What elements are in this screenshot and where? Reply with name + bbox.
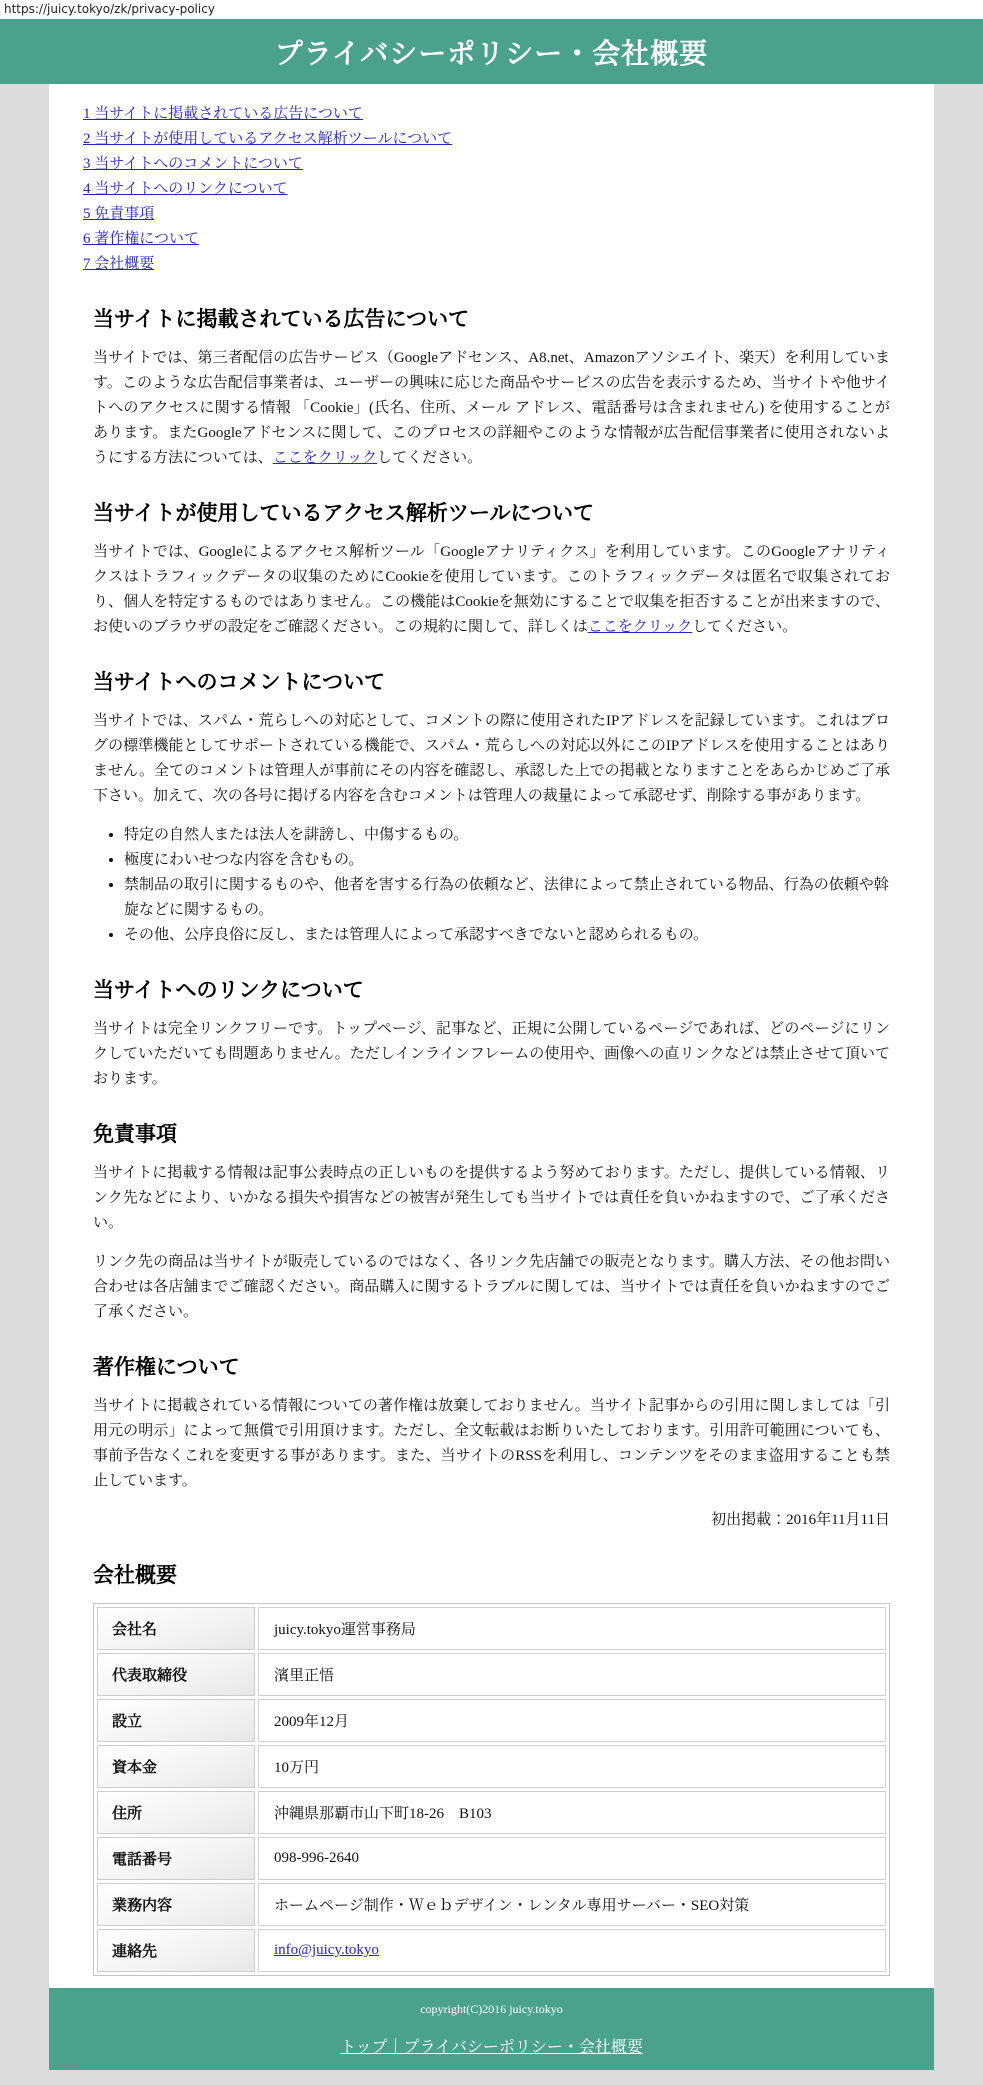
site-header (0, 19, 983, 84)
table-row (97, 1653, 886, 1696)
toc-link-ads[interactable]: 1 当サイトに掲載されている広告について (83, 106, 363, 122)
footer-nav-link[interactable]: トップ｜プライバシーポリシー・会社概要 (340, 2039, 643, 2056)
comment-rule-item: • その他、公序良俗に反し、または管理人によって承認すべきでないと認められるもの。 (124, 923, 890, 948)
section-links (93, 974, 890, 1092)
company-phone-value: 098-996-2640 (258, 1837, 886, 1880)
analytics-terms-link[interactable]: ここをクリック (587, 619, 693, 635)
table-row (97, 1607, 886, 1650)
company-address-value: 沖縄県那覇市山下町18-26 B103 (258, 1791, 886, 1834)
comment-rule-item: • 特定の自然人または法人を誹謗し、中傷するもの。 (124, 823, 890, 848)
company-founded-value: 2009年12月 (258, 1699, 886, 1742)
company-ceo-label: 代表取締役 (97, 1653, 255, 1696)
table-row (97, 1699, 886, 1742)
table-of-contents (83, 102, 890, 277)
contact-email-link[interactable]: info@juicy.tokyo (274, 1942, 379, 1958)
toc-link-copyright[interactable]: 6 著作権について (83, 231, 199, 247)
browser-url-bar[interactable] (0, 0, 983, 19)
first-published-date: 初出掲載：2016年11月11日 (711, 1512, 890, 1528)
section-disclaimer-heading: 免責事項 (93, 1123, 177, 1146)
section-company-heading: 会社概要 (93, 1564, 177, 1587)
comment-rule-item: • 禁制品の取引に関するものや、他者を害する行為の依頼など、法律によって禁止されている物品、行為の依頼や斡旋などに関するもの。 (124, 873, 890, 923)
section-comments-paragraph: 当サイトでは、スパム・荒らしへの対応として、コメントの際に使用されたIPアドレスを記録しています。これはブログの標準機能としてサポートされている機能で、スパム・荒らしへの対応以外にこのIPアドレスを使用することはありません。全てのコメントは管理人が事前にその内容を確認し、承認した上での掲載となりますことをあらかじめご了承下さい。加えて、次の各号に掲げる内容を含むコメントは管理人の裁量によって承認せず、削除する事があります。 (93, 713, 890, 804)
section-analytics-heading: 当サイトが使用しているアクセス解析ツールについて (93, 502, 595, 525)
page-url: https://juicy.tokyo/zk/privacy-policy (4, 2, 215, 16)
table-row (97, 1883, 886, 1926)
section-ads-text: 当サイトでは、第三者配信の広告サービス（Googleアドセンス、A8.net、Amazonアソシエイト、楽天）を利用しています。このような広告配信事業者は、ユーザーの興味に応じた商品やサービスの広告を表示するため、当サイトや他サイトへのアクセスに関する情報 「Cookie」(氏名、住所、メール アドレス、電話番号は含まれません) を使用することがあります。またGoogleアドセンスに関して、このプロセスの詳細やこのような情報が広告配信事業者に使用されないようにする方法については、 (93, 350, 890, 466)
company-business-label: 業務内容 (97, 1883, 255, 1926)
section-links-paragraph: 当サイトは完全リンクフリーです。トップページ、記事など、正規に公開しているページであれば、どのページにリンクしていただいても問題ありません。ただしインラインフレームの使用や、画像への直リンクなどは禁止させて頂いております。 (93, 1021, 890, 1087)
section-ads-paragraph (93, 346, 890, 471)
toc-link-disclaimer[interactable]: 5 免責事項 (83, 206, 155, 222)
section-analytics (93, 497, 890, 640)
toc-link-links[interactable]: 4 当サイトへのリンクについて (83, 181, 288, 197)
table-row (97, 1837, 886, 1880)
footer-copyright: copyright(C)2016 juicy.tokyo (420, 2002, 563, 2016)
toc-link-analytics[interactable]: 2 当サイトが使用しているアクセス解析ツールについて (83, 131, 453, 147)
ads-optout-link[interactable]: ここをクリック (272, 450, 378, 466)
company-contact-label: 連絡先 (97, 1929, 255, 1972)
article-body (93, 303, 890, 1976)
company-founded-label: 設立 (97, 1699, 255, 1742)
company-phone-label: 電話番号 (97, 1837, 255, 1880)
comment-rule-item: • 極度にわいせつな内容を含むもの。 (124, 848, 890, 873)
company-info-table (93, 1603, 890, 1976)
section-disclaimer-paragraph-2: リンク先の商品は当サイトが販売しているのではなく、各リンク先店舗での販売となります。購入方法、その他お問い合わせは各店舗までご確認ください。商品購入に関するトラブルに関しては、当サイトでは責任を負いかねますのでご了承ください。 (93, 1254, 890, 1320)
company-capital-value: 10万円 (258, 1745, 886, 1788)
table-row (97, 1745, 886, 1788)
company-capital-label: 資本金 (97, 1745, 255, 1788)
company-ceo-value: 濱里正悟 (258, 1653, 886, 1696)
company-name-label: 会社名 (97, 1607, 255, 1650)
section-copyright (93, 1351, 890, 1533)
company-name-value: juicy.tokyo運営事務局 (258, 1607, 886, 1650)
section-links-heading: 当サイトへのリンクについて (93, 979, 364, 1002)
company-business-value: ホームページ制作・Ｗｅｂデザイン・レンタル専用サーバー・SEO対策 (258, 1883, 886, 1926)
comment-rules-list (93, 823, 890, 948)
table-row (97, 1791, 886, 1834)
toc-link-company[interactable]: 7 会社概要 (83, 256, 155, 272)
section-company (93, 1559, 890, 1976)
company-address-label: 住所 (97, 1791, 255, 1834)
section-comments (93, 666, 890, 948)
table-row (97, 1929, 886, 1972)
section-disclaimer (93, 1118, 890, 1325)
section-ads-text-after: してください。 (377, 450, 483, 466)
section-analytics-paragraph (93, 540, 890, 640)
section-analytics-text: 当サイトでは、Googleによるアクセス解析ツール「Googleアナリティクス」を利用しています。このGoogleアナリティクスはトラフィックデータの収集のためにCookieを使用しています。このトラフィックデータは匿名で収集されており、個人を特定するものではありません。この機能はCookieを無効にすることで収集を拒否することが出来ますので、お使いのブラウザの設定をご確認ください。この規約に関して、詳しくは (93, 544, 890, 635)
section-copyright-paragraph: 当サイトに掲載されている情報についての著作権は放棄しておりません。当サイト記事からの引用に関しましては「引用元の明示」によって無償で引用頂けます。ただし、全文転載はお断りいたしております。引用許可範囲についても、事前予告なくこれを変更する事があります。また、当サイトのRSSを利用し、コンテンツをそのまま盗用することも禁止しています。 (93, 1398, 890, 1489)
section-ads-heading: 当サイトに掲載されている広告について (93, 308, 470, 331)
section-copyright-heading: 著作権について (93, 1356, 240, 1379)
section-ads (93, 303, 890, 471)
toc-link-comments[interactable]: 3 当サイトへのコメントについて (83, 156, 303, 172)
company-contact-value (258, 1929, 886, 1972)
page-title: プライバシーポリシー・会社概要 (274, 37, 709, 69)
section-disclaimer-paragraph-1: 当サイトに掲載する情報は記事公表時点の正しいものを提供するよう努めております。ただし、提供している情報、リンク先などにより、いかなる損失や損害などの被害が発生しても当サイトでは責任を負いかねますので、ご了承ください。 (93, 1165, 890, 1231)
section-comments-heading: 当サイトへのコメントについて (93, 671, 386, 694)
content-sheet (49, 84, 934, 1988)
section-analytics-text-after: してください。 (692, 619, 798, 635)
site-footer (49, 1988, 934, 2070)
